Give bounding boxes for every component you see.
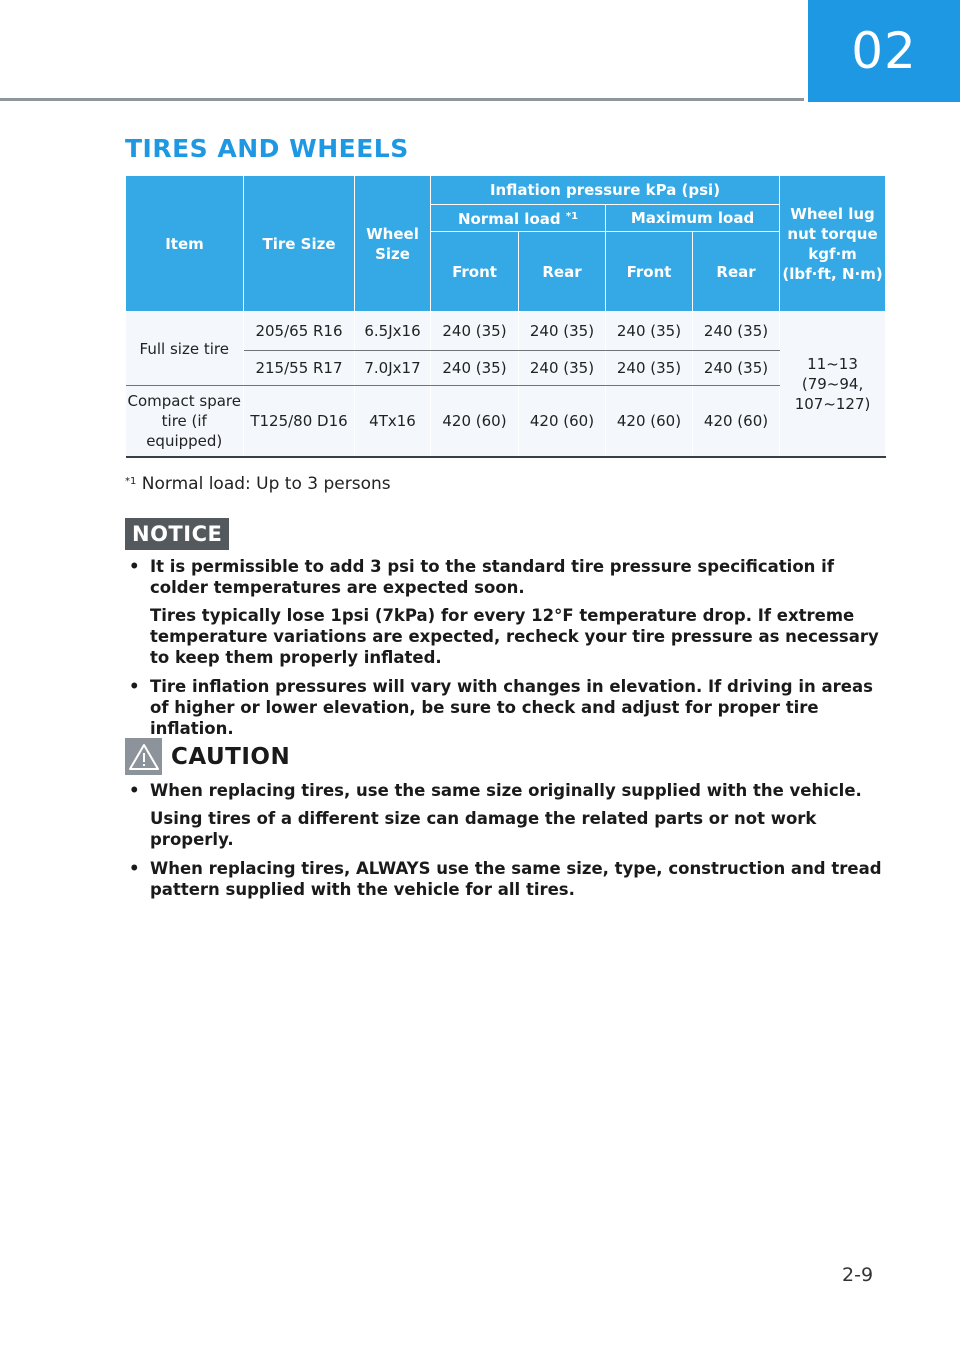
maximum-rear-cell: 240 (35) (693, 351, 780, 386)
torque-cell: 11~13 (79~94, 107~127) (780, 312, 886, 457)
header-normal-rear: Rear (519, 232, 606, 312)
maximum-front-cell: 240 (35) (606, 351, 693, 386)
warning-triangle-icon (125, 738, 162, 775)
normal-rear-cell: 240 (35) (519, 351, 606, 386)
header-maximum-load: Maximum load (606, 205, 780, 232)
wheel-size-cell: 6.5Jx16 (355, 312, 431, 351)
tire-size-cell: 215/55 R17 (244, 351, 355, 386)
table-footnote (125, 474, 391, 494)
tire-spec-table (125, 175, 886, 458)
chapter-tab: 02 (808, 0, 960, 102)
footnote-marker: *1 (125, 476, 137, 487)
header-wheel-size: Wheel Size (355, 176, 431, 312)
maximum-rear-cell: 240 (35) (693, 312, 780, 351)
section-title: TIRES AND WHEELS (125, 134, 409, 163)
item-cell: Full size tire (126, 312, 244, 386)
table-row (126, 312, 886, 351)
header-normal-load (431, 205, 606, 232)
normal-load-label: Normal load (457, 210, 561, 228)
table-row (126, 386, 886, 457)
notice-list (125, 556, 885, 747)
list-item (125, 858, 885, 900)
tire-size-cell: T125/80 D16 (244, 386, 355, 457)
list-item (125, 676, 885, 739)
page-number: 2-9 (842, 1264, 874, 1286)
caution-item-text: • When replacing tires, ALWAYS use the same size, type, construction and tread pattern supplied with the vehicle for all tires. (150, 859, 882, 899)
header-maximum-front: Front (606, 232, 693, 312)
tire-size-cell: 205/65 R16 (244, 312, 355, 351)
footnote-ref: *1 (565, 211, 579, 222)
header-item: Item (126, 176, 244, 312)
item-cell: Compact spare tire (if equipped) (126, 386, 244, 457)
wheel-size-cell: 4Tx16 (355, 386, 431, 457)
header-tire-size: Tire Size (244, 176, 355, 312)
notice-item-text: • Tire inflation pressures will vary with changes in elevation. If driving in areas of higher or lower elevation, be sure to check and adjust for proper tire inflation. (150, 677, 873, 738)
notice-item-text: • It is permissible to add 3 psi to the standard tire pressure specification if colder temperatures are expected soon. (150, 557, 834, 597)
normal-front-cell: 240 (35) (431, 312, 519, 351)
caution-list (125, 780, 885, 908)
notice-badge: NOTICE (125, 518, 229, 550)
header-rule (0, 98, 804, 101)
footnote-text: Normal load: Up to 3 persons (141, 474, 391, 494)
normal-rear-cell: 240 (35) (519, 312, 606, 351)
wheel-size-cell: 7.0Jx17 (355, 351, 431, 386)
normal-rear-cell: 420 (60) (519, 386, 606, 457)
caution-header (125, 738, 290, 775)
caution-label: CAUTION (171, 743, 291, 770)
maximum-front-cell: 420 (60) (606, 386, 693, 457)
maximum-front-cell: 240 (35) (606, 312, 693, 351)
header-lug-nut-torque: Wheel lug nut torque kgf·m (lbf·ft, N·m) (780, 176, 886, 312)
maximum-rear-cell: 420 (60) (693, 386, 780, 457)
list-item (125, 780, 885, 850)
list-item (125, 556, 885, 668)
caution-item-subtext: Using tires of a different size can damage the related parts or not work properly. (150, 809, 817, 849)
notice-item-subtext: Tires typically lose 1psi (7kPa) for every 12°F temperature drop. If extreme temperature variations are expected, recheck your tire pressure as necessary to keep them properly inflated. (150, 606, 879, 667)
header-normal-front: Front (431, 232, 519, 312)
normal-front-cell: 240 (35) (431, 351, 519, 386)
caution-item-text: • When replacing tires, use the same size originally supplied with the vehicle. (150, 781, 862, 800)
header-inflation-pressure: Inflation pressure kPa (psi) (431, 176, 780, 205)
normal-front-cell: 420 (60) (431, 386, 519, 457)
header-maximum-rear: Rear (693, 232, 780, 312)
